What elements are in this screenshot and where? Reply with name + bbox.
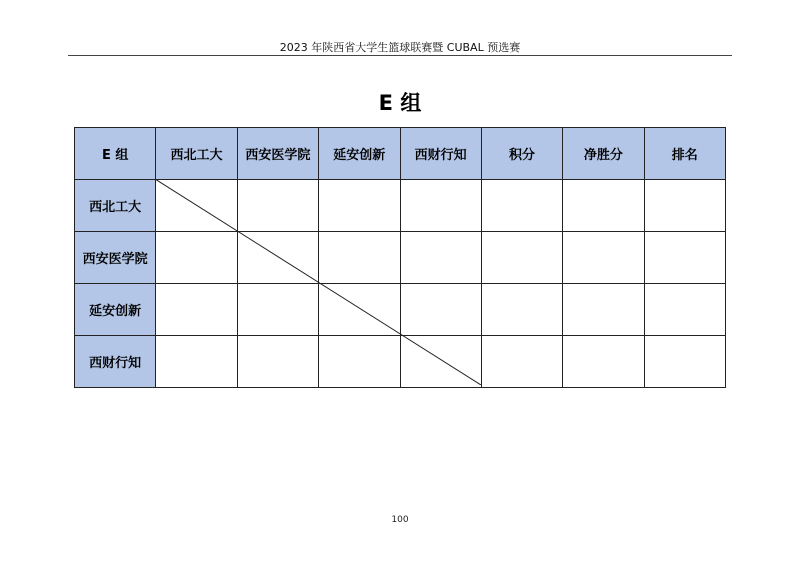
table-header-row — [75, 128, 726, 180]
table-cell — [563, 180, 644, 232]
header-cell-team-1: 西北工大 — [156, 128, 237, 180]
standings-table-container — [74, 127, 726, 386]
row-header-team-3: 延安创新 — [75, 284, 156, 336]
table-cell — [319, 232, 400, 284]
group-title: E 组 — [378, 91, 422, 115]
header-cell-team-3: 延安创新 — [319, 128, 400, 180]
header-rule — [68, 55, 732, 56]
table-cell — [481, 336, 562, 388]
running-header: 2023 年陕西省大学生篮球联赛暨 CUBAL 预选赛 — [279, 41, 521, 54]
table-cell — [481, 180, 562, 232]
header-cell-team-4: 西财行知 — [400, 128, 481, 180]
header-cell-team-2: 西安医学院 — [237, 128, 318, 180]
table-cell — [400, 284, 481, 336]
table-cell — [481, 284, 562, 336]
table-cell — [400, 336, 481, 388]
table-cell — [644, 336, 725, 388]
table-cell — [319, 336, 400, 388]
row-header-team-4: 西财行知 — [75, 336, 156, 388]
standings-table — [74, 127, 726, 388]
table-cell — [563, 336, 644, 388]
table-row — [75, 180, 726, 232]
table-cell — [319, 284, 400, 336]
row-header-team-2: 西安医学院 — [75, 232, 156, 284]
table-cell — [400, 180, 481, 232]
table-cell — [644, 180, 725, 232]
table-cell — [237, 336, 318, 388]
row-header-team-1: 西北工大 — [75, 180, 156, 232]
table-cell — [237, 284, 318, 336]
table-cell — [156, 180, 237, 232]
table-cell — [319, 180, 400, 232]
table-cell — [563, 284, 644, 336]
page-number: 100 — [391, 515, 409, 525]
header-cell-points: 积分 — [481, 128, 562, 180]
table-cell — [400, 232, 481, 284]
table-cell — [156, 284, 237, 336]
table-cell — [563, 232, 644, 284]
table-cell — [156, 336, 237, 388]
table-cell — [237, 232, 318, 284]
table-cell — [156, 232, 237, 284]
table-cell — [644, 232, 725, 284]
table-row — [75, 336, 726, 388]
header-cell-group: E 组 — [75, 128, 156, 180]
table-cell — [237, 180, 318, 232]
table-cell — [481, 232, 562, 284]
table-cell — [644, 284, 725, 336]
table-row — [75, 232, 726, 284]
header-cell-rank: 排名 — [644, 128, 725, 180]
table-row — [75, 284, 726, 336]
header-cell-net-points: 净胜分 — [563, 128, 644, 180]
